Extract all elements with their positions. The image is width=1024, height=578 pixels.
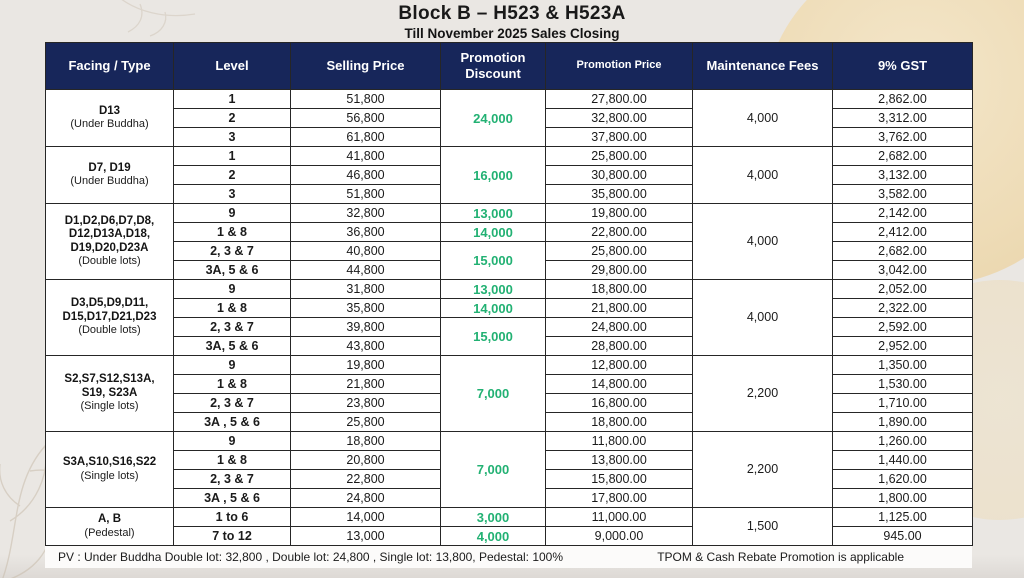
- cell-gst: 3,132.00: [833, 166, 973, 185]
- cell-gst: 2,592.00: [833, 318, 973, 337]
- cell-gst: 2,142.00: [833, 204, 973, 223]
- facing-type-label: S19, S23A: [81, 386, 138, 399]
- facing-type-label: D15,D17,D21,D23: [62, 310, 157, 323]
- page-title: Block B – H523 & H523A: [398, 3, 626, 24]
- cell-promotion-discount: 13,000: [441, 280, 546, 299]
- cell-promotion-discount: 15,000: [441, 242, 546, 280]
- cell-promotion-discount: 24,000: [441, 90, 546, 147]
- cell-promotion-price: 12,800.00: [546, 356, 693, 375]
- cell-promotion-price: 30,800.00: [546, 166, 693, 185]
- cell-promotion-price: 16,800.00: [546, 394, 693, 413]
- facing-type-label: D13: [98, 104, 121, 117]
- facing-type-label: S2,S7,S12,S13A,: [64, 373, 155, 386]
- cell-selling-price: 20,800: [291, 451, 441, 470]
- facing-type-label: D3,D5,D9,D11,: [70, 297, 149, 310]
- facing-type-label: S3A,S10,S16,S22: [62, 456, 157, 469]
- column-header: Facing / Type: [46, 43, 174, 90]
- cell-promotion-price: 37,800.00: [546, 128, 693, 147]
- cell-gst: 3,312.00: [833, 109, 973, 128]
- cell-promotion-price: 15,800.00: [546, 470, 693, 489]
- cell-level: 7 to 12: [174, 527, 291, 546]
- column-header: Promotion Discount: [441, 43, 546, 90]
- cell-level: 9: [174, 432, 291, 451]
- table-row: [46, 223, 973, 242]
- cell-level: 1: [174, 90, 291, 109]
- cell-selling-price: 35,800: [291, 299, 441, 318]
- table-row: [46, 90, 973, 109]
- cell-maintenance-fees: 4,000: [693, 90, 833, 147]
- cell-selling-price: 43,800: [291, 337, 441, 356]
- facing-type-sublabel: (Under Buddha): [70, 118, 149, 131]
- cell-gst: 1,530.00: [833, 375, 973, 394]
- cell-promotion-price: 32,800.00: [546, 109, 693, 128]
- cell-gst: 1,800.00: [833, 489, 973, 508]
- cell-level: 1 & 8: [174, 451, 291, 470]
- pricing-table: [45, 42, 973, 546]
- cell-level: 3: [174, 128, 291, 147]
- cell-promotion-discount: 14,000: [441, 299, 546, 318]
- facing-type-label: D7, D19: [88, 161, 131, 174]
- cell-selling-price: 39,800: [291, 318, 441, 337]
- cell-gst: 1,890.00: [833, 413, 973, 432]
- cell-facing-type: [46, 356, 174, 432]
- cell-gst: 2,682.00: [833, 242, 973, 261]
- facing-type-sublabel: (Single lots): [80, 469, 139, 482]
- column-header: Level: [174, 43, 291, 90]
- cell-promotion-price: 22,800.00: [546, 223, 693, 242]
- column-header: 9% GST: [833, 43, 973, 90]
- cell-level: 3A, 5 & 6: [174, 337, 291, 356]
- cell-level: 2: [174, 166, 291, 185]
- facing-type-sublabel: (Single lots): [80, 400, 139, 413]
- cell-selling-price: 13,000: [291, 527, 441, 546]
- table-row: [46, 242, 973, 261]
- cell-gst: 945.00: [833, 527, 973, 546]
- cell-selling-price: 44,800: [291, 261, 441, 280]
- cell-selling-price: 32,800: [291, 204, 441, 223]
- cell-gst: 2,322.00: [833, 299, 973, 318]
- cell-gst: 1,620.00: [833, 470, 973, 489]
- cell-level: 2, 3 & 7: [174, 470, 291, 489]
- footnote-promo-text: TPOM & Cash Rebate Promotion is applicable: [657, 550, 904, 564]
- cell-maintenance-fees: 4,000: [693, 204, 833, 280]
- header-block: [0, 3, 1024, 41]
- cell-level: 3A, 5 & 6: [174, 261, 291, 280]
- facing-type-sublabel: (Pedestal): [84, 526, 135, 539]
- cell-level: 3A , 5 & 6: [174, 413, 291, 432]
- cell-selling-price: 22,800: [291, 470, 441, 489]
- cell-gst: 1,350.00: [833, 356, 973, 375]
- table-row: [46, 280, 973, 299]
- cell-selling-price: 36,800: [291, 223, 441, 242]
- cell-gst: 2,952.00: [833, 337, 973, 356]
- cell-facing-type: [46, 204, 174, 280]
- cell-promotion-discount: 4,000: [441, 527, 546, 546]
- cell-selling-price: 46,800: [291, 166, 441, 185]
- cell-promotion-price: 29,800.00: [546, 261, 693, 280]
- cell-gst: 2,682.00: [833, 147, 973, 166]
- cell-facing-type: [46, 90, 174, 147]
- facing-type-sublabel: (Under Buddha): [70, 175, 149, 188]
- cell-facing-type: [46, 280, 174, 356]
- cell-gst: 3,582.00: [833, 185, 973, 204]
- cell-gst: 3,762.00: [833, 128, 973, 147]
- cell-level: 9: [174, 280, 291, 299]
- cell-promotion-discount: 13,000: [441, 204, 546, 223]
- table-row: [46, 204, 973, 223]
- cell-selling-price: 18,800: [291, 432, 441, 451]
- cell-level: 1: [174, 147, 291, 166]
- cell-promotion-discount: 14,000: [441, 223, 546, 242]
- cell-maintenance-fees: 4,000: [693, 280, 833, 356]
- cell-promotion-discount: 3,000: [441, 508, 546, 527]
- column-header: Promotion Price: [546, 43, 693, 90]
- column-header: Selling Price: [291, 43, 441, 90]
- cell-level: 2, 3 & 7: [174, 318, 291, 337]
- cell-promotion-price: 18,800.00: [546, 280, 693, 299]
- cell-selling-price: 23,800: [291, 394, 441, 413]
- cell-maintenance-fees: 1,500: [693, 508, 833, 546]
- cell-selling-price: 41,800: [291, 147, 441, 166]
- cell-promotion-price: 11,800.00: [546, 432, 693, 451]
- cell-level: 1 & 8: [174, 223, 291, 242]
- cell-level: 3A , 5 & 6: [174, 489, 291, 508]
- facing-type-sublabel: (Double lots): [78, 324, 141, 337]
- cell-level: 2, 3 & 7: [174, 394, 291, 413]
- cell-selling-price: 19,800: [291, 356, 441, 375]
- cell-facing-type: [46, 147, 174, 204]
- cell-promotion-discount: 15,000: [441, 318, 546, 356]
- table-row: [46, 318, 973, 337]
- cell-selling-price: 21,800: [291, 375, 441, 394]
- table-header-row: [46, 43, 973, 90]
- cell-gst: 2,412.00: [833, 223, 973, 242]
- cell-maintenance-fees: 4,000: [693, 147, 833, 204]
- cell-promotion-price: 18,800.00: [546, 413, 693, 432]
- cell-level: 9: [174, 356, 291, 375]
- cell-gst: 1,260.00: [833, 432, 973, 451]
- cell-promotion-price: 21,800.00: [546, 299, 693, 318]
- table-row: [46, 527, 973, 546]
- footnote-pv-text: PV : Under Buddha Double lot: 32,800 , Double lot: 24,800 , Single lot: 13,800, Pedestal: 100%: [58, 550, 564, 564]
- cell-gst: 1,440.00: [833, 451, 973, 470]
- cell-promotion-price: 19,800.00: [546, 204, 693, 223]
- cell-promotion-price: 35,800.00: [546, 185, 693, 204]
- table-row: [46, 432, 973, 451]
- cell-promotion-price: 25,800.00: [546, 147, 693, 166]
- cell-level: 3: [174, 185, 291, 204]
- cell-gst: 1,125.00: [833, 508, 973, 527]
- cell-gst: 1,710.00: [833, 394, 973, 413]
- cell-gst: 3,042.00: [833, 261, 973, 280]
- facing-type-label: D1,D2,D6,D7,D8,: [64, 214, 155, 227]
- cell-promotion-price: 14,800.00: [546, 375, 693, 394]
- cell-promotion-price: 28,800.00: [546, 337, 693, 356]
- column-header: Maintenance Fees: [693, 43, 833, 90]
- facing-type-label: A, B: [98, 513, 121, 526]
- table-row: [46, 147, 973, 166]
- cell-gst: 2,052.00: [833, 280, 973, 299]
- cell-level: 1 & 8: [174, 375, 291, 394]
- cell-promotion-price: 17,800.00: [546, 489, 693, 508]
- cell-selling-price: 25,800: [291, 413, 441, 432]
- cell-level: 2: [174, 109, 291, 128]
- cell-promotion-discount: 7,000: [441, 356, 546, 432]
- cell-maintenance-fees: 2,200: [693, 356, 833, 432]
- cell-level: 9: [174, 204, 291, 223]
- cell-promotion-price: 13,800.00: [546, 451, 693, 470]
- cell-selling-price: 40,800: [291, 242, 441, 261]
- cell-selling-price: 31,800: [291, 280, 441, 299]
- cell-selling-price: 56,800: [291, 109, 441, 128]
- table-row: [46, 356, 973, 375]
- cell-selling-price: 24,800: [291, 489, 441, 508]
- cell-promotion-discount: 16,000: [441, 147, 546, 204]
- cell-maintenance-fees: 2,200: [693, 432, 833, 508]
- table-footnote: [45, 546, 972, 568]
- page-subtitle: Till November 2025 Sales Closing: [404, 26, 620, 41]
- cell-facing-type: [46, 432, 174, 508]
- cell-facing-type: [46, 508, 174, 546]
- cell-selling-price: 61,800: [291, 128, 441, 147]
- facing-type-label: D12,D13A,D18,: [68, 228, 151, 241]
- cell-promotion-discount: 7,000: [441, 432, 546, 508]
- table-row: [46, 508, 973, 527]
- table-row: [46, 299, 973, 318]
- cell-level: 2, 3 & 7: [174, 242, 291, 261]
- cell-level: 1 to 6: [174, 508, 291, 527]
- cell-promotion-price: 25,800.00: [546, 242, 693, 261]
- cell-level: 1 & 8: [174, 299, 291, 318]
- cell-gst: 2,862.00: [833, 90, 973, 109]
- facing-type-label: D19,D20,D23A: [70, 241, 149, 254]
- cell-promotion-price: 9,000.00: [546, 527, 693, 546]
- cell-promotion-price: 11,000.00: [546, 508, 693, 527]
- cell-promotion-price: 27,800.00: [546, 90, 693, 109]
- facing-type-sublabel: (Double lots): [78, 255, 141, 268]
- cell-selling-price: 51,800: [291, 185, 441, 204]
- cell-selling-price: 14,000: [291, 508, 441, 527]
- cell-selling-price: 51,800: [291, 90, 441, 109]
- cell-promotion-price: 24,800.00: [546, 318, 693, 337]
